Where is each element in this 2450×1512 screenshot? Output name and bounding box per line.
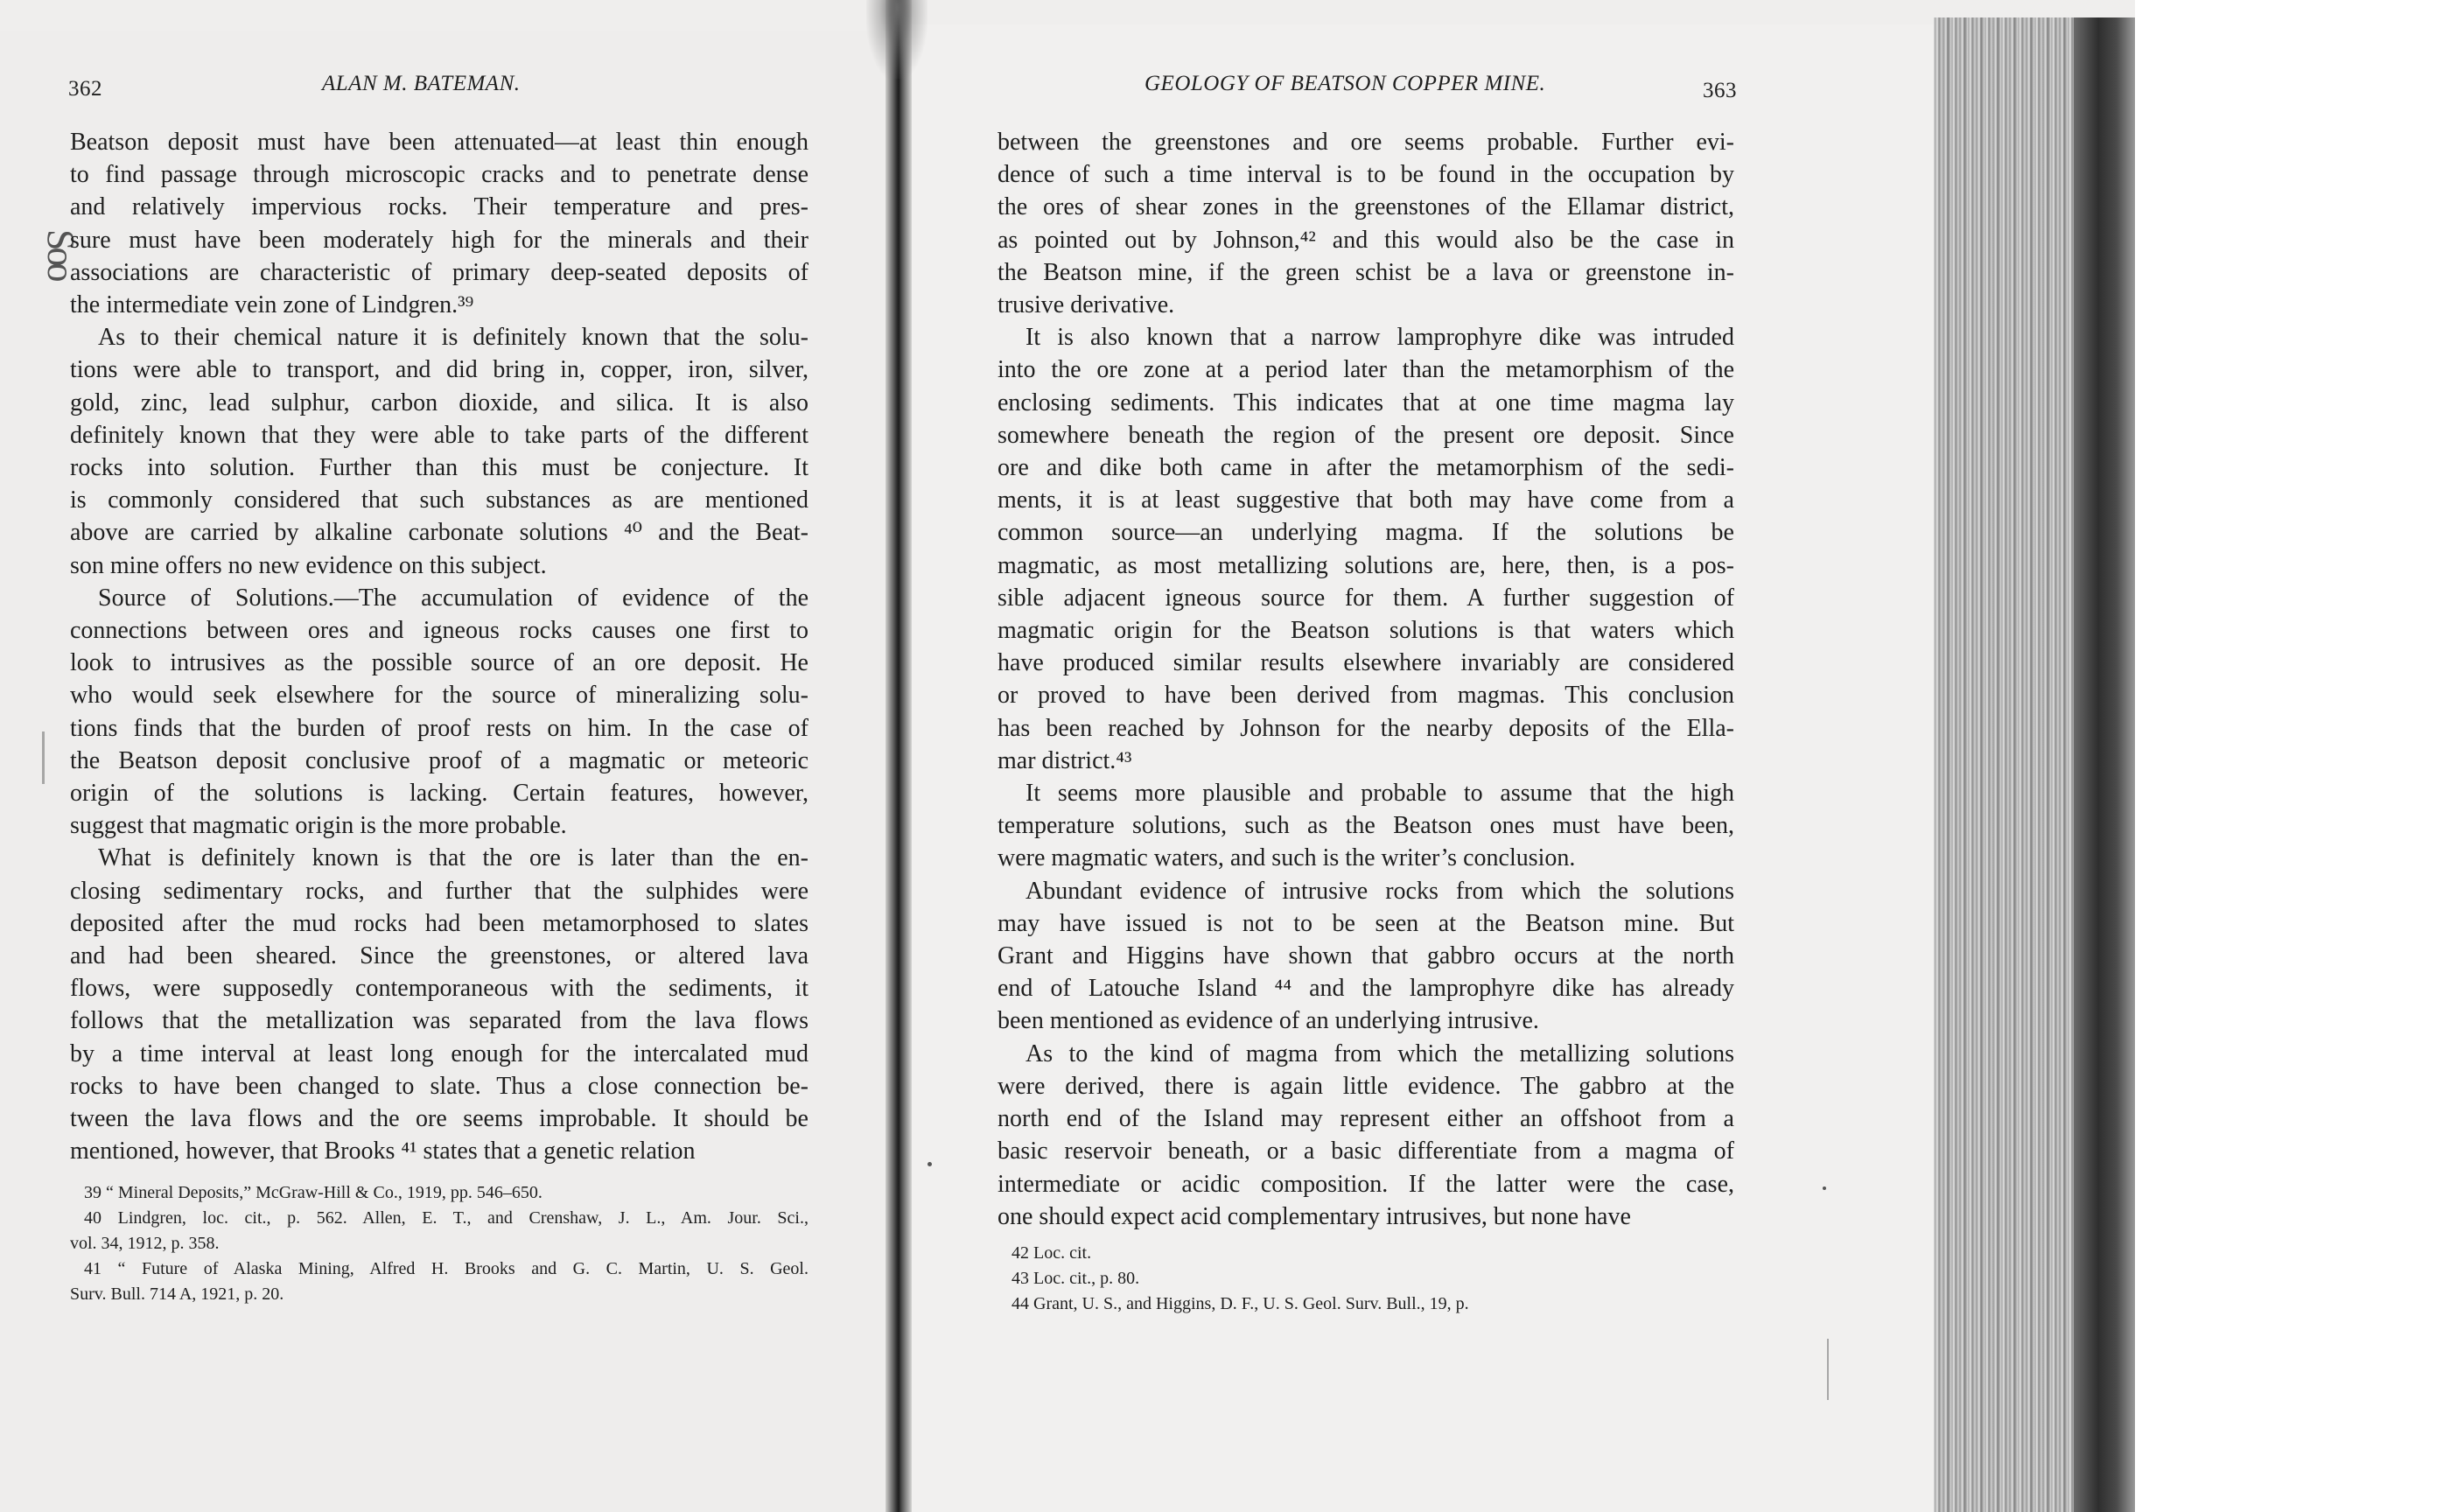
- body-line: common source—an underlying magma. If the solutions be: [998, 519, 1734, 547]
- body-line: suggest that magmatic origin is the more probable.: [70, 812, 567, 840]
- body-line: has been reached by Johnson for the nearby deposits of the Ella-: [998, 714, 1734, 742]
- pencil-mark: [42, 732, 45, 784]
- body-line: by a time interval at least long enough for the intercalated mud: [70, 1040, 808, 1068]
- pencil-mark: [1827, 1339, 1829, 1400]
- body-line: Beatson deposit must have been attenuated—at least thin enough: [70, 129, 808, 156]
- body-line: tions finds that the burden of proof rests on him. In the case of: [70, 714, 808, 742]
- body-line: ore and dike both came in after the metamorphism of the sedi-: [998, 454, 1734, 482]
- right-page-number: 363: [1703, 79, 1737, 102]
- body-line: It seems more plausible and probable to assume that the high: [1026, 780, 1734, 808]
- scan-speck: [928, 1162, 932, 1166]
- body-line: were derived, there is again little evidence. The gabbro at the: [998, 1072, 1734, 1100]
- book-edge-shadow: [2074, 18, 2135, 1512]
- body-line: north end of the Island may represent either an offshoot from a: [998, 1105, 1734, 1133]
- footnote-line: 41 “ Future of Alaska Mining, Alfred H. Brooks and G. C. Martin, U. S. Geol.: [84, 1259, 808, 1278]
- body-line: gold, zinc, lead sulphur, carbon dioxide, and silica. It is also: [70, 388, 808, 416]
- footnote-line: 40 Lindgren, loc. cit., p. 562. Allen, E. T., and Crenshaw, J. L., Am. Jour. Sci.,: [84, 1208, 808, 1228]
- body-line: above are carried by alkaline carbonate solutions ⁴⁰ and the Beat-: [70, 519, 808, 547]
- body-line: connections between ores and igneous rocks causes one first to: [70, 617, 808, 645]
- body-line: between the greenstones and ore seems probable. Further evi-: [998, 129, 1734, 156]
- body-line: associations are characteristic of primary deep-seated deposits of: [70, 258, 808, 286]
- footnote-line: 43 Loc. cit., p. 80.: [1012, 1269, 1140, 1288]
- right-running-head: GEOLOGY OF BEATSON COPPER MINE.: [1144, 72, 1546, 95]
- book-gutter: [886, 0, 912, 1512]
- gutter-shadow: [866, 0, 928, 79]
- body-line: look to intrusives as the possible source of an ore deposit. He: [70, 649, 808, 677]
- body-line: end of Latouche Island ⁴⁴ and the lamprophyre dike has already: [998, 975, 1734, 1003]
- left-page-number: 362: [68, 77, 102, 101]
- body-line: is commonly considered that such substances as are mentioned: [70, 486, 808, 514]
- body-line: As to the kind of magma from which the metallizing solutions: [1026, 1040, 1734, 1068]
- right-footnotes: [998, 1241, 1734, 1317]
- footnote-line: 42 Loc. cit.: [1012, 1243, 1092, 1263]
- body-line: were magmatic waters, and such is the writer’s conclusion.: [998, 844, 1576, 872]
- body-line: have produced similar results elsewhere invariably are considered: [998, 649, 1734, 677]
- body-line: sure must have been moderately high for the minerals and their: [70, 226, 808, 254]
- body-line: rocks into solution. Further than this must be conjecture. It: [70, 454, 808, 482]
- footnote-line: vol. 34, 1912, p. 358.: [70, 1234, 220, 1253]
- body-line: ments, it is at least suggestive that both may have come from a: [998, 486, 1734, 514]
- body-line: magmatic origin for the Beatson solutions is that waters which: [998, 617, 1734, 645]
- body-line: as pointed out by Johnson,⁴² and this would also be the case in: [998, 226, 1734, 254]
- body-line: basic reservoir beneath, or a basic differentiate from a magma of: [998, 1138, 1734, 1166]
- body-line: tions were able to transport, and did bring in, copper, iron, silver,: [70, 356, 808, 384]
- body-line: magmatic, as most metallizing solutions are, here, then, is a pos-: [998, 551, 1734, 579]
- scan-speck: [1823, 1186, 1826, 1190]
- body-line: follows that the metallization was separated from the lava flows: [70, 1007, 808, 1035]
- body-line: origin of the solutions is lacking. Certain features, however,: [70, 780, 808, 808]
- body-line: may have issued is not to be seen at the Beatson mine. But: [998, 909, 1734, 937]
- body-line: trusive derivative.: [998, 291, 1175, 319]
- body-line: the Beatson deposit conclusive proof of a magmatic or meteoric: [70, 746, 808, 774]
- body-line: one should expect acid complementary intrusives, but none have: [998, 1202, 1631, 1230]
- body-line: somewhere beneath the region of the present ore deposit. Since: [998, 421, 1734, 449]
- body-line: It is also known that a narrow lamprophyre dike was intruded: [1026, 324, 1734, 352]
- body-line: and relatively impervious rocks. Their temperature and pres-: [70, 193, 808, 221]
- body-line: flows, were supposedly contemporaneous with the sediments, it: [70, 975, 808, 1003]
- body-line: mentioned, however, that Brooks ⁴¹ states that a genetic relation: [70, 1138, 696, 1166]
- body-line: or proved to have been derived from magmas. This conclusion: [998, 682, 1734, 710]
- margin-stamp: Soo: [39, 229, 82, 279]
- body-line: the intermediate vein zone of Lindgren.³⁹: [70, 291, 474, 319]
- body-line: the ores of shear zones in the greenstones of the Ellamar district,: [998, 193, 1734, 221]
- body-line: As to their chemical nature it is definitely known that the solu-: [98, 324, 808, 352]
- body-line: intermediate or acidic composition. If the latter were the case,: [998, 1170, 1734, 1198]
- body-line: son mine offers no new evidence on this subject.: [70, 551, 547, 579]
- body-line: Source of Solutions.—The accumulation of evidence of the: [98, 584, 808, 612]
- right-body-text: [998, 126, 1734, 1233]
- body-line: sible adjacent igneous source for them. A further suggestion of: [998, 584, 1734, 612]
- body-line: rocks to have been changed to slate. Thus a close connection be-: [70, 1072, 808, 1100]
- footnote-line: Surv. Bull. 714 A, 1921, p. 20.: [70, 1284, 284, 1304]
- body-line: Grant and Higgins have shown that gabbro occurs at the north: [998, 942, 1734, 970]
- left-body-text: [70, 126, 808, 1168]
- body-line: Abundant evidence of intrusive rocks from which the solutions: [1026, 877, 1734, 905]
- body-line: into the ore zone at a period later than the metamorphism of the: [998, 356, 1734, 384]
- body-line: the Beatson mine, if the green schist be a lava or greenstone in-: [998, 258, 1734, 286]
- body-line: been mentioned as evidence of an underlying intrusive.: [998, 1007, 1539, 1035]
- body-line: tween the lava flows and the ore seems improbable. It should be: [70, 1105, 808, 1133]
- body-line: What is definitely known is that the ore is later than the en-: [98, 844, 808, 872]
- body-line: who would seek elsewhere for the source of mineralizing solu-: [70, 682, 808, 710]
- body-line: temperature solutions, such as the Beatson ones must have been,: [998, 812, 1734, 840]
- body-line: mar district.⁴³: [998, 746, 1132, 774]
- body-line: definitely known that they were able to take parts of the different: [70, 421, 808, 449]
- body-line: and had been sheared. Since the greenstones, or altered lava: [70, 942, 808, 970]
- footnote-line: 44 Grant, U. S., and Higgins, D. F., U. S. Geol. Surv. Bull., 19, p.: [1012, 1294, 1469, 1313]
- body-line: closing sedimentary rocks, and further that the sulphides were: [70, 877, 808, 905]
- body-line: deposited after the mud rocks had been metamorphosed to slates: [70, 909, 808, 937]
- body-line: to find passage through microscopic cracks and to penetrate dense: [70, 161, 808, 189]
- footnote-line: 39 “ Mineral Deposits,” McGraw-Hill & Co., 1919, pp. 546–650.: [84, 1183, 542, 1202]
- left-running-head: ALAN M. BATEMAN.: [322, 72, 521, 95]
- body-line: dence of such a time interval is to be found in the occupation by: [998, 161, 1734, 189]
- left-footnotes: [70, 1180, 808, 1307]
- body-line: enclosing sediments. This indicates that at one time magma lay: [998, 388, 1734, 416]
